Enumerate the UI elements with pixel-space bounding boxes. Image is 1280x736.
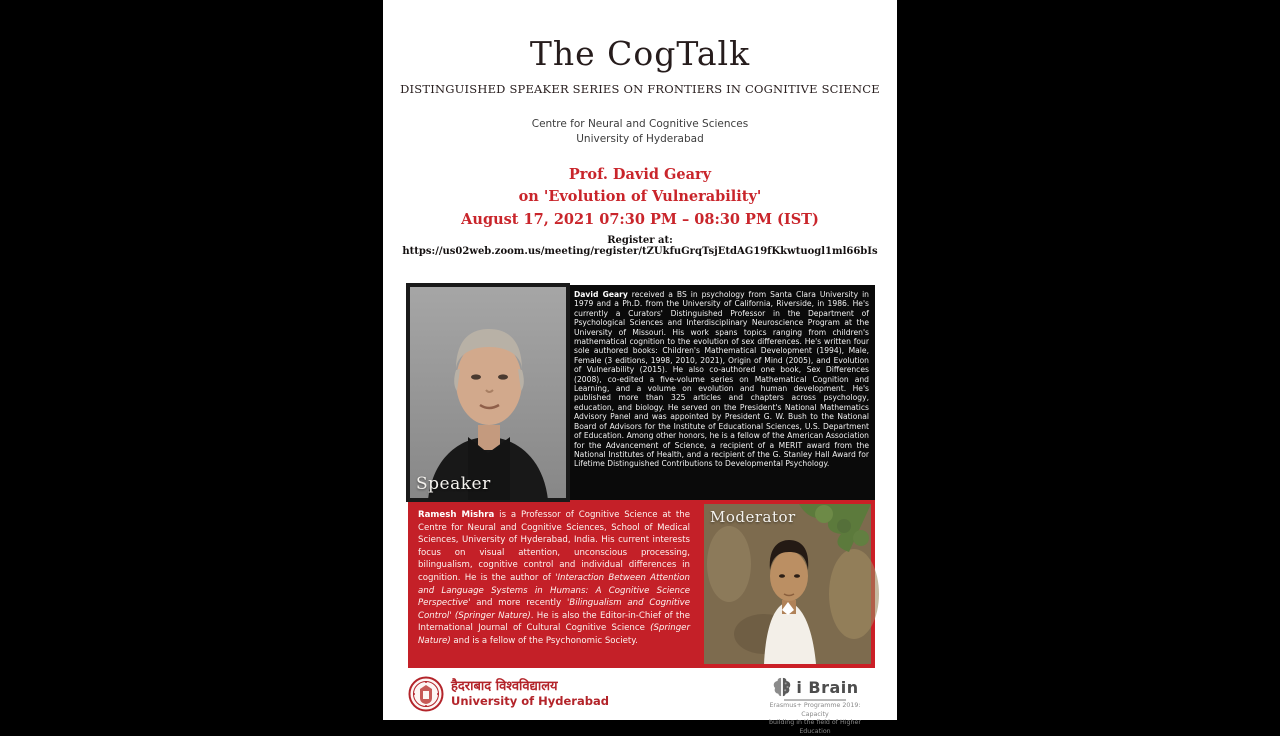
moderator-section <box>408 500 875 668</box>
ibrain-logo-top <box>755 676 875 698</box>
poster-subtitle: DISTINGUISHED SPEAKER SERIES ON FRONTIERS IN COGNITIVE SCIENCE <box>400 82 880 96</box>
speaker-bio-text: David Geary received a BS in psychology from Santa Clara University in 1979 and a Ph.D. from the University of California, Riverside, in 1986. He's currently a Curators' Distinguished Professor in the Department of Psychological Sciences and Interdisciplinary Neuroscience Program at the University of Missouri. His work spans topics ranging from children's mathematical cognition to the evolution of sex differences. He's written four sole authored books: Children's Mathematical Development (1994), Male, Female (3 editions, 1998, 2010, 2021), Origin of Mind (2005), and Evolution of Vulnerability (2015). He also co-authored one book, Sex Differences (2008), co-edited a five-volume series on Mathematical Cognition and Learning, and a volume on evolution and human development. He's published more than 325 articles and chapters across psychology, education, and biology. He served on the President's National Mathematics Advisory Panel and was appointed by President G. W. Bush to the National Board of Advisors for the Institute of Educational Sciences, U.S. Department of Education. Among other honors, he is a fellow of the American Association for the Advancement of Science, a recipient of a MERIT award from the National Institutes of Health, and a recipient of the G. Stanley Hall Award for Lifetime Distinguished Contributions to Developmental Psychology. <box>568 285 875 500</box>
ibrain-tagline-rule <box>784 699 846 701</box>
moderator-bio-text: Ramesh Mishra is a Professor of Cognitive Science at the Centre for Neural and Cognitive Sciences, School of Medical Sciences, University of Hyderabad, India. His current interests focus on visual attention, unconscious processing, bilingualism, cognitive control and individual differences in cognition. He is the author of 'Interaction Between Attention and Language Systems in Humans: A Cognitive Science Perspective' and more recently 'Bilingualism and Cognitive Control' (Springer Nature). He is also the Editor-in-Chief of the International Journal of Cultural Cognitive Science (Springer Nature) and is a fellow of the Psychonomic Society. <box>408 500 700 668</box>
organization-line1: Centre for Neural and Cognitive Sciences <box>531 118 749 130</box>
ibrain-wordmark: i Brain <box>796 677 859 697</box>
poster-title: The CogTalk <box>529 34 751 73</box>
brain-icon <box>771 676 793 698</box>
organization-block <box>383 117 897 147</box>
moderator-photo <box>700 500 875 668</box>
university-seal-icon <box>408 676 444 712</box>
speaker-photo <box>408 285 568 500</box>
erasmus-line2: building in the field of Higher Education <box>769 719 861 735</box>
speaker-label: Speaker <box>416 474 491 494</box>
ibrain-logo <box>755 676 875 736</box>
people-section <box>408 285 875 668</box>
event-announcement <box>383 164 897 231</box>
university-name-hindi: हैदराबाद विश्वविद्यालय <box>451 678 558 694</box>
speaker-section <box>408 285 875 500</box>
registration-link-text: Register at: https://us02web.zoom.us/meeting/register/tZUkfuGrqTsjEtdAG19fKkwtuogl1ml66bIs <box>402 235 878 257</box>
event-speaker-name: Prof. David Geary <box>568 166 712 183</box>
erasmus-programme-text <box>755 702 875 736</box>
letterbox-right <box>897 0 1280 720</box>
event-datetime: August 17, 2021 07:30 PM – 08:30 PM (IST) <box>461 210 819 228</box>
poster-footer <box>408 676 875 735</box>
moderator-label: Moderator <box>710 508 796 526</box>
university-logo-text <box>451 680 609 709</box>
erasmus-line1: Erasmus+ Programme 2019: Capacity <box>769 702 861 718</box>
letterbox-left <box>0 0 383 720</box>
event-poster <box>383 0 897 735</box>
speaker-portrait-illustration <box>408 285 568 500</box>
university-name-english: University of Hyderabad <box>451 693 609 708</box>
university-of-hyderabad-logo <box>408 676 609 712</box>
moderator-portrait-illustration <box>704 504 871 664</box>
organization-line2: University of Hyderabad <box>576 133 704 146</box>
event-topic: on 'Evolution of Vulnerability' <box>518 188 762 206</box>
